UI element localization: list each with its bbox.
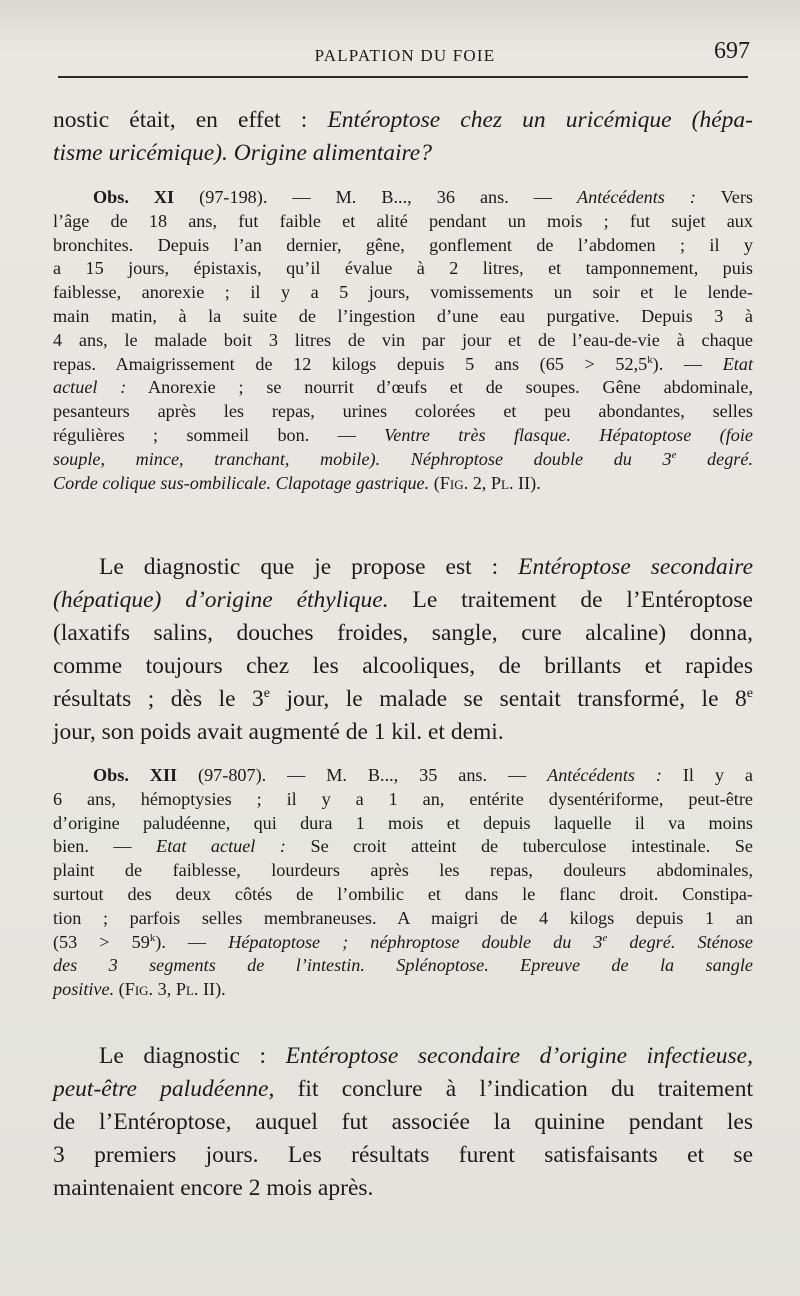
observation-xi [53,186,753,495]
intro-paragraph [53,104,753,170]
italic-span: Entéroptose chez un uricémique (hépa- [327,107,753,133]
obs-line: des 3 segments de l’intestin. Splénoptose. Epreuve de la sangle [53,955,753,976]
observation-xii [53,764,753,1002]
diag-line: (laxatifs salins, douches froides, sangle, cure alcaline) donna, [53,620,753,646]
obs-line: 4 ans, le malade boit 3 litres de vin par jour et de l’eau-de-vie à chaque [53,329,753,350]
running-title: PALPATION DU FOIE [314,46,496,65]
text-span: Le diagnostic que je propose est : [99,554,519,580]
text-span: résultats ; dès le 3 [53,686,264,712]
intro-line: tisme uricémique). Origine alimentaire? [53,140,432,166]
text-span: Il y a [661,765,754,785]
text-span: ). — [652,353,723,374]
italic-span: Hépatoptose ; néphroptose double du 3 [228,931,603,952]
text-span: fit conclure à l’indication du traitement [274,1076,753,1102]
obs-line [53,764,753,788]
obs-line [53,448,753,472]
diag-line [53,584,753,617]
obs-line: tion ; parfois selles membraneuses. A maigri de 4 kilogs depuis 1 an [53,907,753,928]
obs-line [53,353,753,377]
header-rule [58,76,748,78]
text-span: (Fig. 2, Pl. II). [429,472,541,493]
italic-span: actuel : [53,377,127,398]
text-span: ). — [155,931,229,952]
diag-line [53,683,753,716]
text-span: (53 > 59 [53,931,150,952]
obs-line [53,472,753,496]
obs-line: surtout des deux côtés de l’ombilic et dans le flanc droit. Constipa- [53,883,753,904]
obs-label: Obs. XII [93,765,178,785]
italic-span: souple, mince, tranchant, mobile). Néphroptose double du 3 [53,448,672,469]
text-span: bien. — [53,836,157,857]
italic-span: Ventre très flasque. Hépatoptose (foie [384,424,753,445]
diag-line: comme toujours chez les alcooliques, de brillants et rapides [53,653,753,679]
diag-line [53,1040,753,1073]
superscript: e [263,685,271,702]
diagnosis-paragraph-1 [53,551,753,749]
italic-span: positive. [53,979,115,1000]
italic-span: degré. [676,448,753,469]
diag-line [53,1073,753,1106]
text-span: régulières ; sommeil bon. — [53,424,385,445]
diag-line: de l’Entéroptose, auquel fut associée la quinine pendant les [53,1109,753,1135]
text-span: (97-807). — M. B..., 35 ans. — [177,765,548,785]
obs-line: d’origine paludéenne, qui dura 1 mois et depuis laquelle il va moins [53,812,753,833]
italic-span: (hépatique) d’origine éthylique. [53,587,389,613]
italic-span: Antécédents : [577,187,696,207]
italic-span: peut-être paludéenne, [53,1076,275,1102]
text-span: repas. Amaigrissement de 12 kilogs depuis 5 ans (65 > 52,5 [53,353,648,374]
text-span: (Fig. 3, Pl. II). [114,979,226,1000]
superscript: e [746,685,753,702]
obs-line: plaint de faiblesse, lourdeurs après les repas, douleurs abdominales, [53,860,753,881]
text-span: (97-198). — M. B..., 36 ans. — [174,187,578,207]
text-span: Anorexie ; se nourrit d’œufs et de soupes. Gêne abdominale, [126,377,754,398]
obs-line [53,424,753,448]
obs-line [53,978,753,1002]
italic-span: Entéroptose secondaire d’origine infectieuse, [285,1043,753,1069]
italic-span: Etat actuel : [156,836,286,857]
diagnosis-paragraph-2 [53,1040,753,1205]
italic-span: Corde colique sus-ombilicale. Clapotage gastrique. [53,472,430,493]
obs-line: 6 ans, hémoptysies ; il y a 1 an, entérite dysentériforme, peut-être [53,788,753,809]
diag-line [53,551,753,584]
diag-line: 3 premiers jours. Les résultats furent satisfaisants et se [53,1142,753,1168]
obs-line [53,376,753,400]
text-span: Vers [695,187,754,207]
italic-span: degré. Sténose [607,931,753,952]
italic-span: Etat [722,353,753,374]
text-span: nostic était, en effet : [53,107,328,133]
obs-line [53,186,753,210]
page-number: 697 [714,38,750,64]
diag-line: jour, son poids avait augmenté de 1 kil. et demi. [53,719,504,745]
text-span: Le diagnostic : [99,1043,286,1069]
intro-line [53,104,753,137]
obs-line: l’âge de 18 ans, fut faible et alité pendant un mois ; fut sujet aux [53,210,753,231]
superscript: k [647,353,653,366]
obs-label: Obs. XI [93,187,175,207]
obs-line [53,835,753,859]
obs-line: faiblesse, anorexie ; il y a 5 jours, vomissements un soir et le lende- [53,282,753,303]
text-span: jour, le malade se sentait transformé, le 8 [270,686,747,712]
text-span: Se croit atteint de tuberculose intestinale. Se [285,836,753,857]
italic-span: Entéroptose secondaire [518,554,753,580]
obs-line: bronchites. Depuis l’an dernier, gêne, gonflement de l’abdomen ; il y [53,234,753,255]
superscript: e [671,448,677,461]
obs-line: pesanteurs après les repas, urines colorées et peu abondantes, selles [53,401,753,422]
obs-line [53,931,753,955]
italic-span: Antécédents : [547,765,662,785]
obs-line: a 15 jours, épistaxis, qu’il évalue à 2 litres, et tamponnement, puis [53,258,753,279]
superscript: k [149,931,156,944]
superscript: e [602,931,608,944]
text-span: Le traitement de l’Entéroptose [388,587,753,613]
running-head [60,38,750,72]
obs-line: main matin, à la suite de l’ingestion d’une eau purgative. Depuis 3 à [53,305,753,326]
diag-line: maintenaient encore 2 mois après. [53,1175,374,1201]
